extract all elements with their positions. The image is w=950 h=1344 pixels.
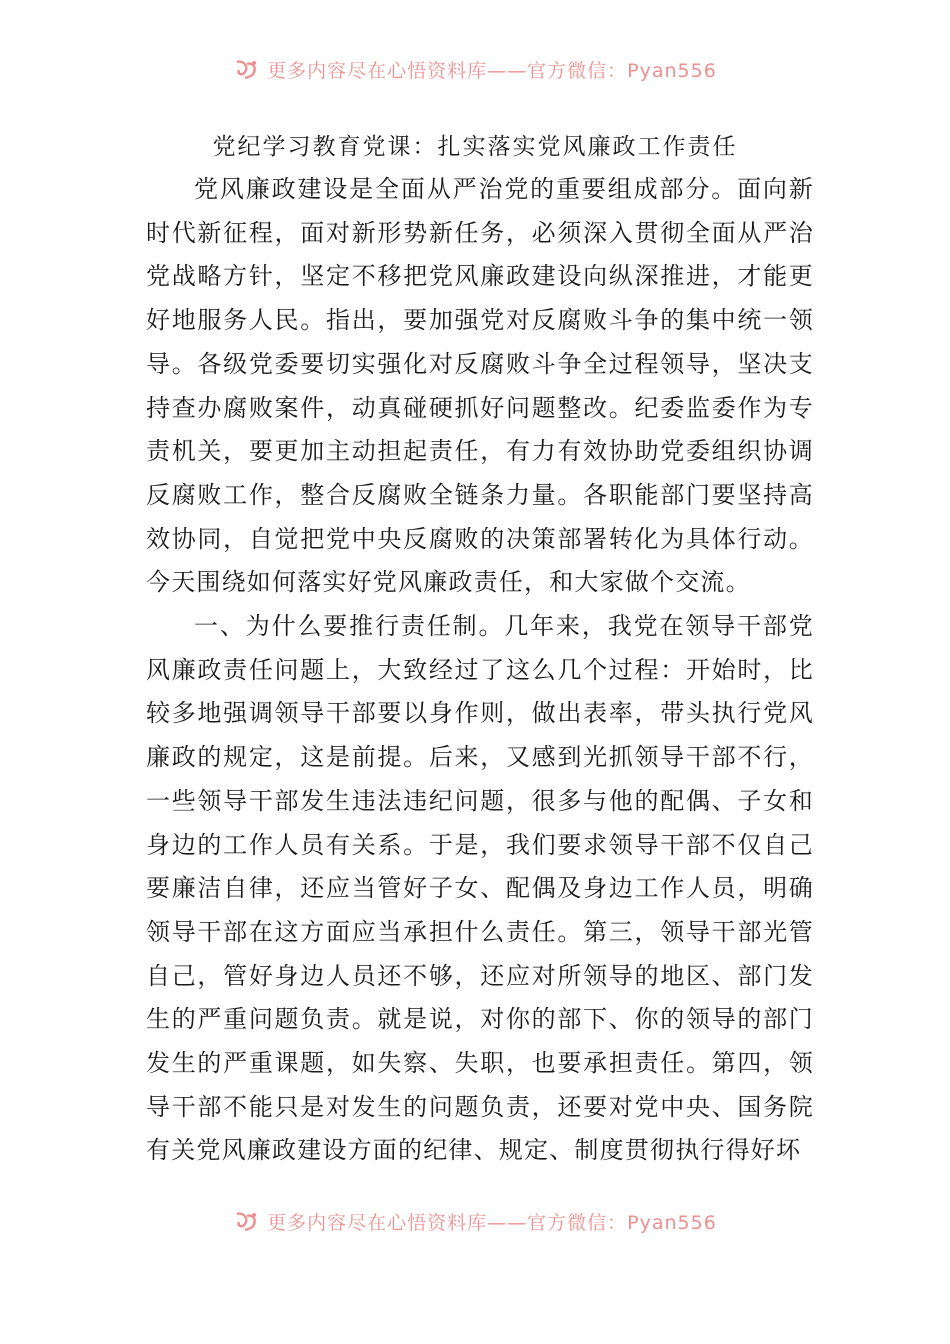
footer-banner-text: 更多内容尽在心悟资料库——官方微信：Pyan556: [267, 1211, 717, 1234]
header-banner-text: 更多内容尽在心悟资料库——官方微信：Pyan556: [267, 59, 717, 82]
page-title: 党纪学习教育党课：扎实落实党风廉政工作责任: [212, 134, 738, 160]
header-banner: [0, 54, 950, 84]
footer-banner: [0, 1206, 950, 1236]
document-body: [146, 168, 814, 1173]
paragraph-intro: 党风廉政建设是全面从严治党的重要组成部分。面向新时代新征程，面对新形势新任务，必须深入贯彻全面从严治党战略方针，坚定不移把党风廉政建设向纵深推进，才能更好地服务人民。指出，要加强党对反腐败斗争的集中统一领导。各级党委要切实强化对反腐败斗争全过程领导，坚决支持查办腐败案件，动真碰硬抓好问题整改。纪委监委作为专责机关，要更加主动担起责任，有力有效协助党委组织协调反腐败工作，整合反腐败全链条力量。各职能部门要坚持高效协同，自觉把党中央反腐败的决策部署转化为具体行动。今天围绕如何落实好党风廉政责任，和大家做个交流。: [146, 175, 814, 597]
brand-logo-icon: [233, 1210, 259, 1232]
brand-logo-icon: [233, 58, 259, 80]
paragraph-section-one: 一、为什么要推行责任制。几年来，我党在领导干部党风廉政责任问题上，大致经过了这么几个过程：开始时，比较多地强调领导干部要以身作则，做出表率，带头执行党风廉政的规定，这是前提。后来，又感到光抓领导干部不行，一些领导干部发生违法违纪问题，很多与他的配偶、子女和身边的工作人员有关系。于是，我们要求领导干部不仅自己要廉洁自律，还应当管好子女、配偶及身边工作人员，明确领导干部在这方面应当承担什么责任。第三，领导干部光管自己，管好身边人员还不够，还应对所领导的地区、部门发生的严重问题负责。就是说，对你的部下、你的领导的部门发生的严重课题，如失察、失职，也要承担责任。第四，领导干部不能只是对发生的问题负责，还要对党中央、国务院有关党风廉政建设方面的纪律、规定、制度贯彻执行得好坏: [146, 612, 814, 1165]
